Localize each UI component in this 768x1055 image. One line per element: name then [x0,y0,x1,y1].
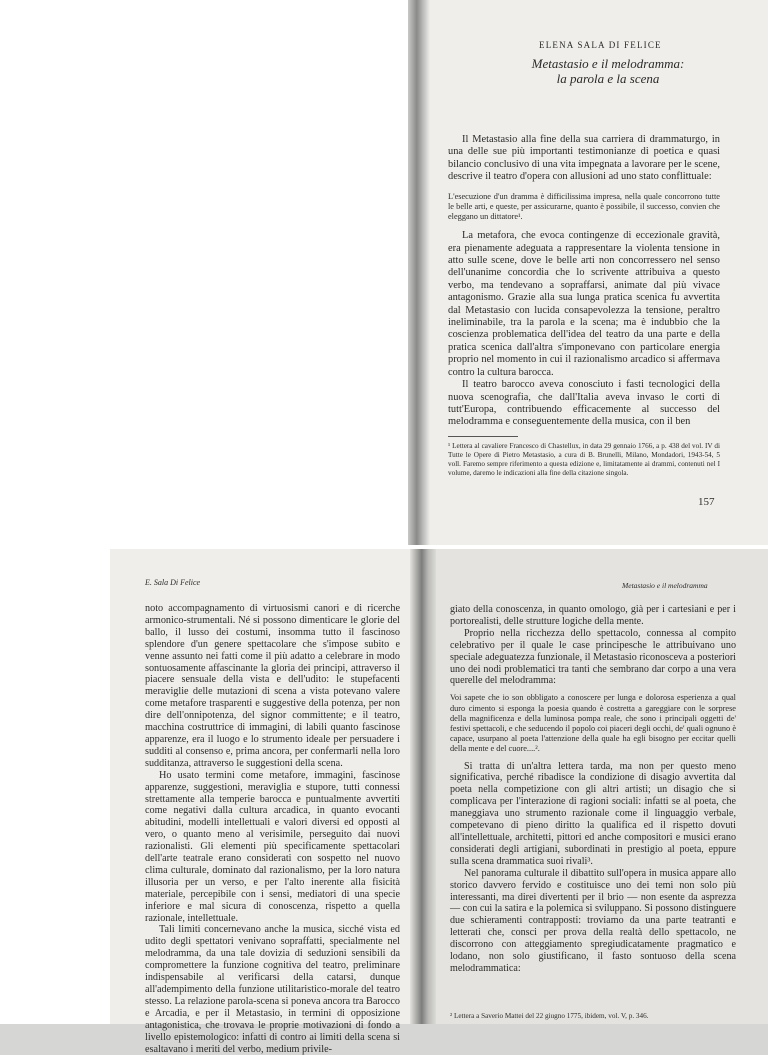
right-page-body [450,604,736,975]
footnote-rule [448,436,518,437]
footnote [448,442,720,478]
block-quote: L'esecuzione d'un dramma è difficilissima impresa, nella quale concorrono tutte le belle arti, e queste, per assicurarne, quanto è possibile, il successo, convien che eleggano un dittatore¹. [448,191,720,222]
footnote-text: ¹ Lettera al cavaliere Francesco di Chastellux, in data 29 gennaio 1766, a p. 438 del vol. IV di Tutte le Opere di Pietro Metastasio, a cura di B. Brunelli, Milano, Mondadori, 1943-54, 5 voll. Faremo sempre riferimento a questa edizione e, limitatamente ai drammi, contenuti nel I volume, daremo le indicazioni alla fine della citazione singola. [448,442,720,477]
paragraph: noto accompagnamento di virtuosismi canori e di ricerche armonico-strumentali. Né si possono dimenticare le glorie del ballo, il lusso dei costumi, insomma tutto il fascinoso splendore d'un genere spettacolare che s'impose subito e venne assunto nei fatti come il più adatto a celebrare in modo sontuosamente affascinante la gloria dei principi, attraverso il piacere sensuale della vista e dell'udito: le stupefacenti meraviglie delle mutazioni di scena a vista potevano valere come metafore trasparenti e suggestive della potenza, per non dire dell'onnipotenza, del signor committente; e il teatro, macchina costruttrice di immagini, di labili quanto fascinose apparenze, era il luogo e lo strumento ideale per persuadere i sudditi al consenso e, prima ancora, per confermarli nella loro sudditanza, attraverso le suggestioni della scena. [145,603,400,769]
page-number: 157 [698,496,715,508]
footnote-text: ² Lettera a Saverio Mattei del 22 giugno 1775, ibidem, vol. V, p. 346. [450,1012,649,1020]
left-page-body [145,603,400,1055]
paragraph: Proprio nella ricchezza dello spettacolo, connessa al compito celebrativo per il quale le case principesche le attribuivano uno speciale adeguatezza funzionale, il Metastasio riconosceva a posteriori uno dei nodi problematici tra tanti che sembrano dar corpo a una vera querelle del melodramma: [450,627,736,687]
author-heading: ELENA SALA DI FELICE [539,40,662,50]
article-title [508,56,708,86]
paragraph: Ho usato termini come metafore, immagini, fascinose apparenze, suggestioni, meraviglia e stupore, tutti connessi strettamente alla temperie barocca e puntualmente avvertiti come negativi dalla cultura arcadica, in quanto evocanti abitudini, modelli intellettuali e valori diversi ed opposti al vero, o quanto meno al verisimile, perseguito dai nuovi razionalisti. Gli elementi più specificamente spettacolari dell'arte teatrale erano considerati con sospetto nel nuovo clima culturale, dominato dal razionalismo, per la loro natura illusoria per un verso, e per l'alto inerente alla fisicità materiale, percepibile con i sensi, mediatori di una specie inferiore e mal sicura di conoscenza, rispetto a quella razionale, intellettuale. [145,769,400,924]
running-header-right: Metastasio e il melodramma [622,581,708,590]
top-book-spine [408,0,430,545]
title-line-2: la parola e la scena [556,71,660,86]
top-page-body [448,134,720,429]
paragraph: La metafora, che evoca contingenze di eccezionale gravità, era pienamente adeguata a rappresentare la violenta tensione in atto sulle scene, dove le belle arti non concorressero nel senso dell'unanime concordia che lo scrivente attribuiva a questo verbo, ma tendevano a sopraffarsi, animate dal più vivace antagonismo. Grazie alla sua lunga pratica scenica fu avvertita dal Metastasio con lucida consapevolezza la tensione, peraltro ineliminabile, tra la parola e la scena; ma è indubbio che la coscienza problematica dell'idea del teatro da una parte e della pratica scenica dall'altra s'imponevano con particolare energia proprio nel momento in cui il razionalismo arcadico si affermava contro la cultura barocca. [448,230,720,378]
paragraph: Tali limiti concernevano anche la musica, sicché vista ed udito degli spettatori venivano sopraffatti, specialmente nel melodramma, da una tale dovizia di seduzioni sensibili da compromettere la funzione cognitiva del teatro, preliminare indispensabile al verificarsi della catarsi, dunque all'adempimento della funzione utilitaristico-morale del teatro stesso. La relazione parola-scena si poneva ancora tra Barocco e Arcadia, e per il Metastasio, in termini di opposizione antagonistica, che trovava le proprie motivazioni di fondo a livello epistemologico: infatti di contro ai limiti della scena si esaltavano i meriti del verbo, medium privile- [145,924,400,1055]
title-line-1: Metastasio e il melodramma: [531,56,685,71]
running-header-left: E. Sala Di Felice [145,578,201,587]
footnote [450,1012,736,1021]
paragraph: giato della conoscenza, in quanto omologo, già per i cartesiani e per i portorealisti, delle strutture logiche della mente. [450,604,736,627]
bottom-left-margin [0,549,110,1024]
bottom-book-spine [410,549,436,1024]
block-quote: Voi sapete che io son obbligato a conoscere per lunga e dolorosa esperienza a qual duro cimento si esponga la poesia quando è costretta a gareggiare con le sorprese della magnificenza e della luminosa pompa reale, che sono i principali oggetti de' festivi spettacoli, e che seducendo il popolo coi piaceri degli occhi, de' quali ognuno è capace, usurpano al poeta l'attenzione della quale ha egli bisogno per eccitar quelli della mente e del cuore....². [450,693,736,754]
paragraph: Si tratta di un'altra lettera tarda, ma non per questo meno significativa, perché ribadisce la condizione di disagio avvertita dal poeta nella competizione con gli altri artisti; un disagio che si complicava per l'interazione di ragioni sociali: infatti se al poeta, che maneggiava uno strumento razionale come il linguaggio verbale, competevano di pieno diritto la qualifica ed il rispetto dovuti all'intellettuale, architetti, pittori ed anche compositori e musici erano considerati degli artigiani, subordinati in prestigio al poeta, eppure sulla scena drammatica suoi rivali³. [450,760,736,867]
paragraph: Nel panorama culturale il dibattito sull'opera in musica appare allo storico davvero fervido e costituisce uno dei temi non solo più interessanti, ma direi divertenti per il brio — non esente da asprezza — con cui la satira e la polemica si sviluppano. Si possono distinguere due schieramenti contrapposti: troviamo da una parte teatranti e letterati che, consci per prova della realtà dello spettacolo, ne discorrono con atteggiamento spregiudicatamente pragmatico e lodano, non solo giustificano, il fasto sontuoso della scena melodrammatica: [450,867,736,974]
paragraph: Il Metastasio alla fine della sua carriera di drammaturgo, in una delle sue più importanti testimonianze di poetica e quasi bilancio conclusivo di una vita impegnata a lavorare per le scene, descrive il teatro d'opera con allusioni ad uno stato conflittuale: [448,134,720,183]
paragraph: Il teatro barocco aveva conosciuto i fasti tecnologici della nuova scenografia, che dall'Italia aveva invaso le corti di tutt'Europa, contribuendo efficacemente al successo del melodramma e conseguentemente della musica, con il ben [448,379,720,428]
